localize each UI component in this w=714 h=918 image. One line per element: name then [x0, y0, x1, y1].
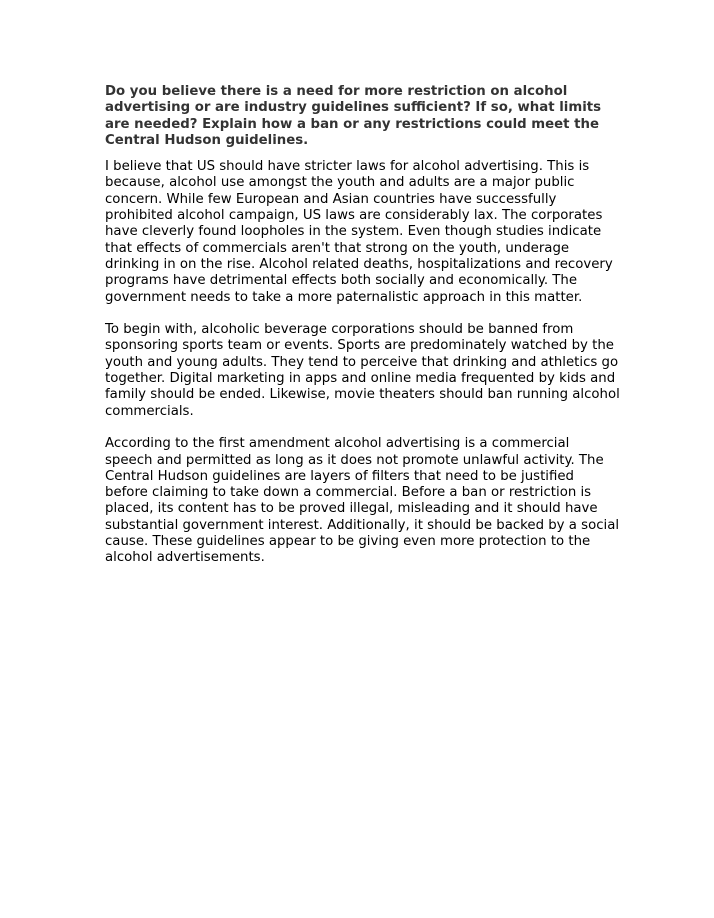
paragraph-1: I believe that US should have stricter laws for alcohol advertising. This is because, alcohol use amongst the youth and adults are a major public concern. While few European and Asian countries have successfully prohibited alcohol campaign, US laws are considerably lax. The corporates have cleverly found loopholes in the system. Even though studies indicate that effects of commercials aren't that strong on the youth, underage drinking in on the rise. Alcohol related deaths, hospitalizations and recovery programs have detrimental effects both socially and economically. The government needs to take a more paternalistic approach in this matter.: [105, 159, 613, 305]
paragraph-spacer: [105, 306, 620, 322]
paragraph-2: To begin with, alcoholic beverage corporations should be banned from sponsoring sports team or events. Sports are predominately watched by the youth and young adults. They tend to perceive that drinking and athletics go together. Digital marketing in apps and online media frequented by kids and family should be ended. Likewise, movie theaters should ban running alcohol commercials.: [105, 322, 620, 419]
document-page: [105, 84, 620, 567]
paragraph-spacer: [105, 420, 620, 436]
paragraph-3: According to the first amendment alcohol advertising is a commercial speech and permitted as long as it does not promote unlawful activity. The Central Hudson guidelines are layers of filters that need to be justified before claiming to take down a commercial. Before a ban or restriction is placed, its content has to be proved illegal, misleading and it should have substantial government interest. Additionally, it should be backed by a social cause. These guidelines appear to be giving even more protection to the alcohol advertisements.: [105, 436, 620, 566]
question-heading: Do you believe there is a need for more restriction on alcohol advertising or are industry guidelines sufficient? If so, what limits are needed? Explain how a ban or any restrictions could meet the Central Hudson guidelines.: [105, 84, 602, 148]
